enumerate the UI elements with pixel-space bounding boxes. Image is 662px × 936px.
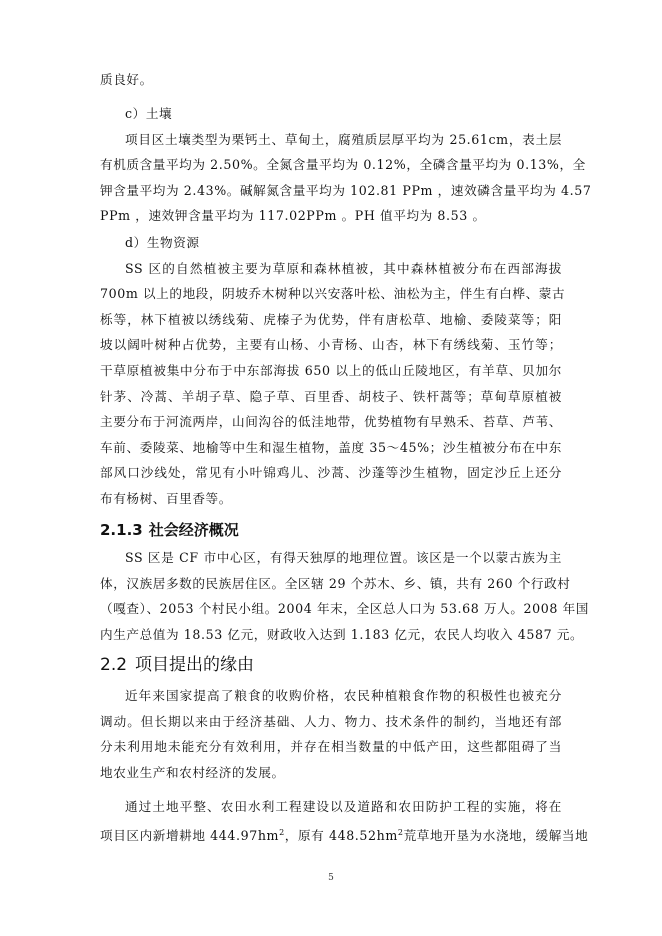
text-line: 体，汉族居多数的民族居住区。全区辖 29 个苏木、乡、镇，共有 260 个行政村 [100, 575, 571, 591]
bio-heading: d）生物资源 [125, 235, 200, 250]
text-line: 分未利用地未能充分有效利用，并存在相当数量的中低产田，这些都阻碍了当 [100, 739, 562, 755]
text-line: 坡以阔叶树种占优势，主要有山杨、小青杨、山杏，林下有绣线菊、玉竹等； [100, 337, 562, 353]
text-line: 干草原植被集中分布于中东部海拔 650 以上的低山丘陵地区，有羊草、贝加尔 [100, 362, 562, 378]
text-line: SS 区的自然植被主要为草原和森林植被，其中森林植被分布在西部海拔 [125, 260, 562, 276]
text-line: 内生产总值为 18.53 亿元，财政收入达到 1.183 亿元，农民人均收入 4587 元。 [100, 626, 584, 642]
text-line: 通过土地平整、农田水利工程建设以及道路和农田防护工程的实施，将在 [125, 799, 562, 814]
reason-paragraph [100, 683, 562, 785]
section-heading-2-1-3 [100, 519, 239, 541]
text-fragment: 项目区内新增耕地 444.97hm [100, 827, 280, 843]
page-number: 5 [328, 873, 334, 883]
text-line: 车前、委陵菜、地榆等中生和湿生植物，盖度 35～45%；沙生植被分布在中东 [100, 439, 562, 455]
text-line: PPm ，速效钾含量平均为 117.02PPm 。PH 值平均为 8.53 。 [100, 208, 486, 224]
text-line: SS 区是 CF 市中心区，有得天独厚的地理位置。该区是一个以蒙古族为主 [125, 550, 562, 565]
implementation-paragraph [100, 794, 589, 848]
bio-section [100, 230, 566, 512]
economy-paragraph [100, 545, 589, 647]
text-line: 700m 以上的地段，阴坡乔木树种以兴安落叶松、油松为主，伴生有白桦、蒙古 [100, 286, 566, 302]
text-line: 部风口沙线处，常见有小叶锦鸡儿、沙蒿、沙蓬等沙生植物，固定沙丘上还分 [100, 465, 562, 481]
text-line: 地农业生产和农村经济的发展。 [100, 764, 285, 780]
superscript: 2 [397, 827, 404, 837]
text-line: 近年来国家提高了粮食的收购价格，农民种植粮食作物的积极性也被充分 [125, 688, 562, 703]
text-line: 有机质含量平均为 2.50%。全氮含量平均为 0.12%，全磷含量平均为 0.13%，全 [100, 157, 586, 173]
text-line: （嘎查）、2053 个村民小组。2004 年末，全区总人口为 53.68 万人。2008 年国 [100, 601, 589, 617]
section-heading-2-2 [100, 653, 254, 677]
section-number: 2.2 [100, 655, 128, 675]
text-line: 调动。但长期以来由于经济基础、人力、物力、技术条件的制约，当地还有部 [100, 713, 562, 729]
text-line: 针茅、冷蒿、羊胡子草、隐子草、百里香、胡枝子、铁杆蒿等；草甸草原植被 [100, 388, 562, 404]
text-fragment: ，原有 448.52hm [284, 827, 398, 843]
section-title: 社会经济概况 [148, 521, 239, 539]
continuation-paragraph [100, 67, 562, 93]
superscript: 2 [279, 827, 285, 837]
section-title: 项目提出的缘由 [135, 655, 255, 675]
section-number: 2.1.3 [100, 521, 143, 539]
text-line: 质良好。 [100, 72, 153, 87]
text-fragment: 荒草地开垦为水浇地，缓解当地 [403, 827, 589, 843]
text-line: 项目区土壤类型为栗钙土、草甸土，腐殖质层厚平均为 25.61cm，表土层 [125, 131, 562, 147]
soil-heading: c）土壤 [125, 106, 173, 121]
text-line [100, 820, 589, 849]
soil-section [100, 101, 592, 229]
text-line: 布有杨树、百里香等。 [100, 490, 232, 506]
text-line: 钾含量平均为 2.43%。碱解氮含量平均为 102.81 PPm ，速效磷含量平均为 4.57 [100, 182, 592, 198]
text-line: 栎等，林下植被以绣线菊、虎榛子为优势，伴有唐松草、地榆、委陵菜等；阳 [100, 311, 562, 327]
text-line: 主要分布于河流两岸，山间沟谷的低洼地带，优势植物有早熟禾、苔草、芦苇、 [100, 414, 562, 430]
